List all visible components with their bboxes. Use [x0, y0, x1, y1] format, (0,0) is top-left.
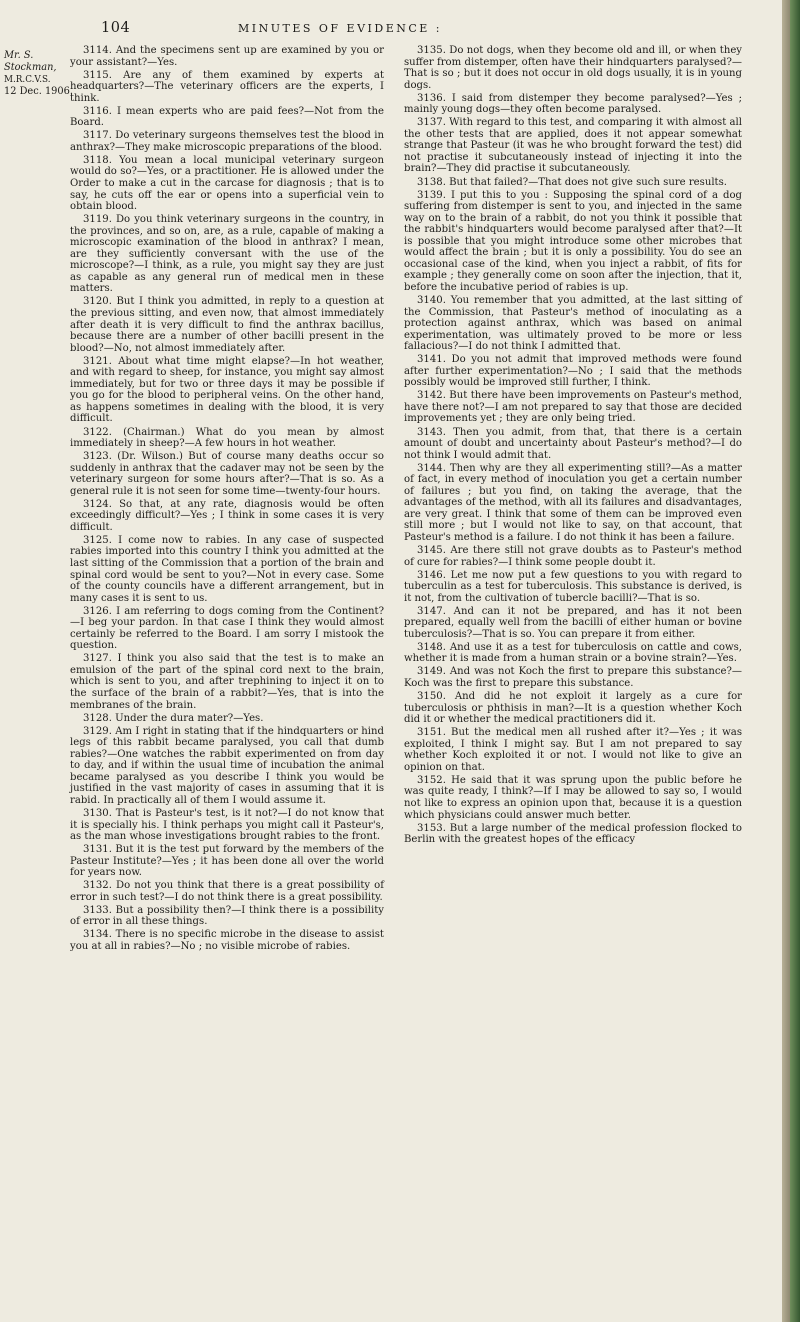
qa-paragraph: 3126. I am referring to dogs coming from the Continent?—I beg your pardon. In that case I think they would almost certainly be referred to the Board. I am sorry I mistook the question. [70, 605, 384, 652]
qa-paragraph: 3127. I think you also said that the test is to make an emulsion of the part of the spinal cord next to the brain, which is sent to you, and after trephining to inject it on to the surface of the brain of a rabbit?—Yes, that is into the membranes of the brain. [70, 653, 384, 711]
qa-paragraph: 3148. And use it as a test for tuberculosis on cattle and cows, whether it is made from a human strain or a bovine strain?—Yes. [404, 641, 742, 665]
qa-paragraph: 3151. But the medical men all rushed after it?—Yes ; it was exploited, I think I might say. But I am not prepared to say whether Koch exploited it or not. I would not like to give an opinion on that. [404, 727, 742, 773]
left-column [70, 45, 384, 954]
qa-paragraph: 3123. (Dr. Wilson.) But of course many deaths occur so suddenly in anthrax that the cadaver may not be seen by the veterinary surgeon for some hours after?—That is so. As a general rule it is not seen for some time—twenty-four hours. [70, 451, 384, 497]
qa-paragraph: 3153. But a large number of the medical profession flocked to Berlin with the greatest hopes of the efficacy [404, 822, 742, 846]
qa-paragraph: 3149. And was not Koch the first to prepare this substance?—Koch was the first to prepare this substance. [404, 666, 742, 689]
witness-name-line1: Mr. S. [4, 50, 34, 61]
qa-paragraph: 3119. Do you think veterinary surgeons in the country, in the provinces, and so on, are, as a rule, capable of making a microscopic examination of the blood in anthrax? I mean, are they sufficiently conversant with the use of the microscope?—I think, as a rule, you might say they are just as capable as any general run of medical men in these matters. [70, 214, 384, 295]
qa-paragraph: 3141. Do you not admit that improved methods were found after further experimentation?—No ; I said that the methods possibly would be improved still further, I think. [404, 354, 742, 389]
qa-paragraph: 3132. Do not you think that there is a great possibility of error in such test?—I do not think there is a great possibility. [70, 880, 384, 903]
qa-paragraph: 3122. (Chairman.) What do you mean by almost immediately in sheep?—A few hours in hot weather. [70, 426, 384, 450]
witness-date: 12 Dec. 1906. [4, 86, 73, 97]
witness-name-line2: Stockman, [4, 62, 57, 73]
qa-paragraph: 3137. With regard to this test, and comparing it with almost all the other tests that are applied, does it not appear somewhat strange that Pasteur (it was he who brought forward the test) did not practise it subcutaneously instead of injecting it into the brain?—They did practise it subcutaneously. [404, 117, 742, 175]
qa-paragraph: 3144. Then why are they all experimenting still?—As a matter of fact, in every method of inoculation you get a certain number of failures ; but you find, on taking the average, that the advantages of the method, with all its failures and disadvantages, are very great. I think that some of them can be improved even still more ; but I would not like to say, on that account, that Pasteur's method is a failure. I do not think it has been a failure. [404, 462, 742, 543]
qa-paragraph: 3114. And the specimens sent up are examined by you or your assistant?—Yes. [70, 45, 384, 68]
qa-paragraph: 3139. I put this to you : Supposing the spinal cord of a dog suffering from distemper is sent to you, and injected in the same way on to the brain of a rabbit, do not you think it possible that the rabbit's hindquarters would become paralysed after that?—It is possible that you might introduce some other microbes that would affect the brain ; but it is only a possibility. You do see an occasional case of the kind, when you inject a rabbit, of fits for example ; they generally come on soon after the injection, that it, before the incubative period of rabies is up. [404, 189, 742, 293]
qa-paragraph: 3150. And did he not exploit it largely as a cure for tuberculosis or phthisis in man?—It is a question whether Koch did it or whether the medical practitioners did it. [404, 691, 742, 726]
qa-paragraph: 3142. But there have been improvements on Pasteur's method, have there not?—I am not prepared to say that those are decided improvements yet ; they are only being tried. [404, 390, 742, 425]
running-head: MINUTES OF EVIDENCE : [238, 22, 442, 35]
qa-paragraph: 3131. But it is the test put forward by the members of the Pasteur Institute?—Yes ; it has been done all over the world for years now. [70, 844, 384, 879]
right-column [404, 45, 742, 847]
qa-paragraph: 3116. I mean experts who are paid fees?—Not from the Board. [70, 105, 384, 129]
witness-rank: M.R.C.V.S. [4, 75, 51, 85]
qa-paragraph: 3135. Do not dogs, when they become old and ill, or when they suffer from distemper, often have their hindquarters paralysed?—That is so ; but it does not occur in old dogs usually, it is in young dogs. [404, 45, 742, 91]
page-binding-stripe [790, 0, 800, 1322]
qa-paragraph: 3118. You mean a local municipal veterinary surgeon would do so?—Yes, or a practitioner. He is allowed under the Order to make a cut in the carcase for diagnosis ; that is to say, he cuts off the ear or opens into a superficial vein to obtain blood. [70, 154, 384, 213]
qa-paragraph: 3152. He said that it was sprung upon the public before he was quite ready, I think?—If I may be allowed to say so, I would not like to express an opinion upon that, because it is a question which physicians could answer much better. [404, 774, 742, 821]
qa-paragraph: 3143. Then you admit, from that, that there is a certain amount of doubt and uncertainty about Pasteur's method?—I do not think I would admit that. [404, 426, 742, 461]
qa-paragraph: 3124. So that, at any rate, diagnosis would be often exceedingly difficult?—Yes ; I think in some cases it is very difficult. [70, 498, 384, 533]
qa-paragraph: 3115. Are any of them examined by experts at headquarters?—The veterinary officers are the experts, I think. [70, 69, 384, 104]
qa-paragraph: 3125. I come now to rabies. In any case of suspected rabies imported into this country I think you admitted at the last sitting of the Commission that a portion of the brain and spinal cord would be sent to you?—Not in every case. Some of the county councils have a different arrangement, but in many cases it is sent to us. [70, 534, 384, 604]
qa-paragraph: 3140. You remember that you admitted, at the last sitting of the Commission, that Pasteur's method of inoculating as a protection against anthrax, which was based on animal experimentation, was ultimately proved to be more or less fallacious?—I do not think I admitted that. [404, 294, 742, 353]
page-number: 104 [101, 20, 131, 36]
qa-paragraph: 3145. Are there still not grave doubts as to Pasteur's method of cure for rabies?—I think some people doubt it. [404, 544, 742, 568]
qa-paragraph: 3129. Am I right in stating that if the hindquarters or hind legs of this rabbit became paralysed, you call that dumb rabies?—One watches the rabbit experimented on from day to day, and if within the usual time of incubation the animal became paralysed as you describe I think you would be justified in the vast majority of cases in assuming that it is rabid. In practically all of them I would assume it. [70, 725, 384, 806]
qa-paragraph: 3130. That is Pasteur's test, is it not?—I do not know that it is specially his. I think perhaps you might call it Pasteur's, as the man whose investigations brought rabies to the front. [70, 808, 384, 843]
qa-paragraph: 3138. But that failed?—That does not give such sure results. [417, 176, 727, 188]
qa-paragraph: 3146. Let me now put a few questions to you with regard to tuberculin as a test for tuberculosis. This substance is derived, is it not, from the cultivation of tubercle bacilli?—That is so. [404, 569, 742, 604]
qa-paragraph: 3117. Do veterinary surgeons themselves test the blood in anthrax?—They make microscopic preparations of the blood. [70, 130, 384, 153]
qa-paragraph: 3120. But I think you admitted, in reply to a question at the previous sitting, and even now, that almost immediately after death it is very difficult to find the anthrax bacillus, because there are a number of other bacilli present in the blood?—No, not almost immediately after. [70, 296, 384, 354]
qa-paragraph: 3128. Under the dura mater?—Yes. [83, 712, 264, 724]
qa-paragraph: 3133. But a possibility then?—I think there is a possibility of error in all these things. [70, 904, 384, 928]
qa-paragraph: 3121. About what time might elapse?—In hot weather, and with regard to sheep, for instance, you might say almost immediately, but for two or three days it may be possible if you go for the blood to peripheral veins. On the other hand, as happens sometimes in dealing with the blood, it is very difficult. [70, 355, 384, 425]
qa-paragraph: 3136. I said from distemper they become paralysed?—Yes ; mainly young dogs—they often become paralysed. [404, 92, 742, 116]
qa-paragraph: 3147. And can it not be prepared, and has it not been prepared, equally well from the bacilli of either human or bovine tuberculosis?—That is so. You can prepare it from either. [404, 605, 742, 640]
qa-paragraph: 3134. There is no specific microbe in the disease to assist you at all in rabies?—No ; no visible microbe of rabies. [70, 929, 384, 953]
witness-margin-note [4, 50, 73, 98]
